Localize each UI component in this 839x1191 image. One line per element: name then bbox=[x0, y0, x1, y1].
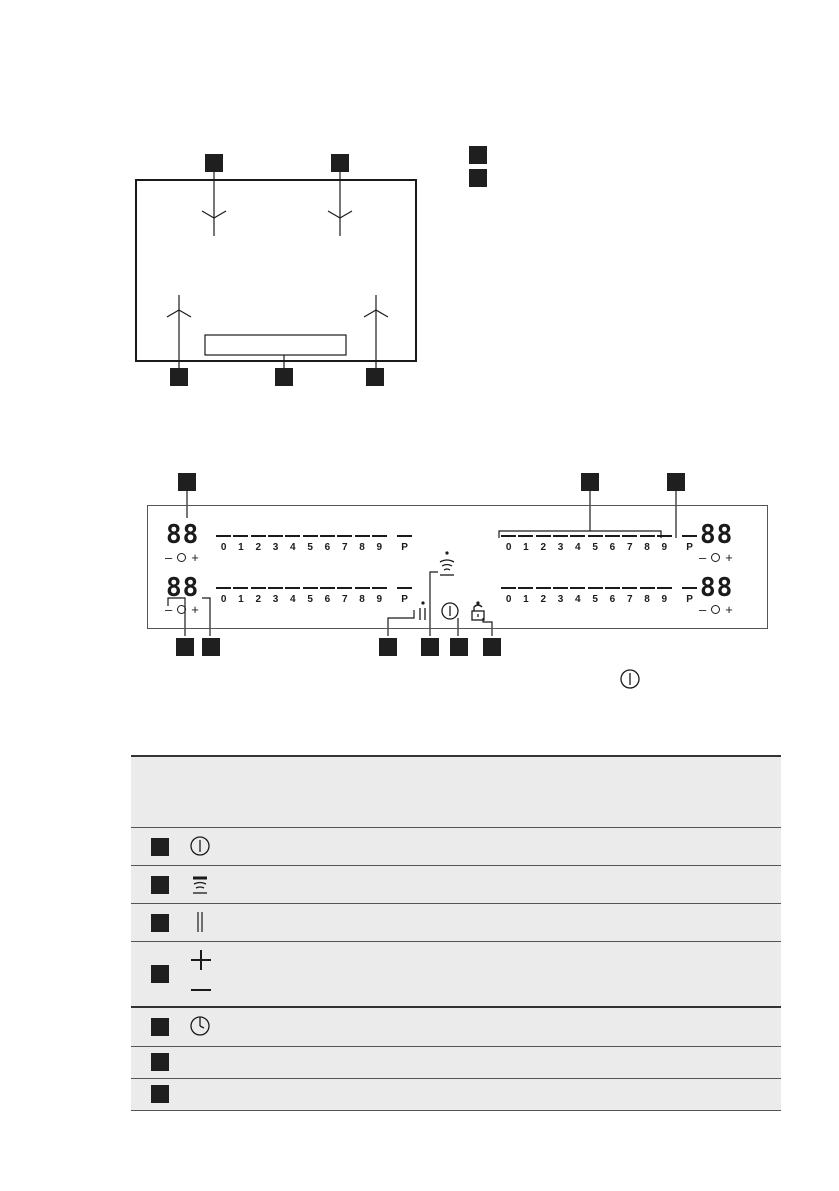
power-level-bar bbox=[501, 535, 516, 537]
power-level-4[interactable] bbox=[569, 535, 586, 553]
power-level-3[interactable] bbox=[552, 587, 569, 605]
power-level-label: 5 bbox=[307, 542, 313, 553]
minus-icon[interactable]: – bbox=[165, 550, 173, 565]
power-level-label: 8 bbox=[644, 594, 650, 605]
table-row bbox=[131, 1047, 781, 1079]
power-level-bar bbox=[570, 587, 585, 589]
power-level-label: 6 bbox=[324, 542, 331, 553]
hob-marker-bottom-center bbox=[275, 368, 293, 386]
left-rear-timer-controls bbox=[165, 603, 199, 616]
power-level-bar bbox=[303, 535, 318, 537]
row-marker bbox=[151, 965, 169, 983]
power-level-3[interactable] bbox=[267, 535, 284, 553]
power-level-6[interactable] bbox=[319, 587, 336, 605]
power-level-9[interactable] bbox=[371, 587, 388, 605]
control-bar-right-front[interactable] bbox=[500, 535, 698, 553]
table-row bbox=[131, 866, 781, 904]
power-level-label: 9 bbox=[376, 542, 383, 553]
power-level-label: 4 bbox=[575, 594, 581, 605]
power-level-bar bbox=[233, 535, 248, 537]
power-level-3[interactable] bbox=[267, 587, 284, 605]
power-level-bar bbox=[337, 535, 352, 537]
power-level-bar bbox=[251, 535, 266, 537]
power-level-bar bbox=[605, 535, 620, 537]
plus-icon[interactable]: + bbox=[725, 602, 733, 617]
plus-icon[interactable]: + bbox=[191, 550, 199, 565]
power-level-2[interactable] bbox=[250, 587, 267, 605]
power-level-label: 4 bbox=[290, 594, 296, 605]
power-level-bar bbox=[657, 587, 672, 589]
timer-icon[interactable] bbox=[177, 553, 186, 562]
table-row bbox=[131, 942, 781, 1008]
hob-to-hood-icon bbox=[189, 874, 211, 896]
power-level-label: 7 bbox=[626, 594, 633, 605]
power-level-8[interactable] bbox=[638, 535, 655, 553]
power-level-7[interactable] bbox=[336, 587, 353, 605]
power-level-7[interactable] bbox=[336, 535, 353, 553]
power-level-4[interactable] bbox=[284, 587, 301, 605]
power-level-bar bbox=[320, 535, 335, 537]
row-marker bbox=[151, 838, 169, 856]
power-level-label: 7 bbox=[341, 594, 348, 605]
power-level-label: 8 bbox=[359, 542, 365, 553]
on-off-icon bbox=[619, 668, 641, 690]
power-level-label: 0 bbox=[220, 594, 227, 605]
power-level-2[interactable] bbox=[250, 535, 267, 553]
power-level-4[interactable] bbox=[284, 535, 301, 553]
power-level-bar bbox=[372, 587, 387, 589]
panel-marker-hob-to-hood bbox=[421, 638, 439, 656]
power-level-bar bbox=[536, 535, 551, 537]
panel-marker-timer-controls bbox=[202, 638, 220, 656]
power-level-9[interactable] bbox=[656, 587, 673, 605]
power-level-bar bbox=[536, 587, 551, 589]
pause-icon bbox=[189, 910, 211, 934]
row-marker bbox=[151, 1018, 169, 1036]
power-level-label: P bbox=[686, 542, 693, 553]
control-bar-left-rear[interactable] bbox=[215, 587, 413, 605]
power-level-5[interactable] bbox=[586, 587, 603, 605]
row-marker bbox=[151, 914, 169, 932]
power-level-label: 1 bbox=[523, 542, 529, 553]
power-level-P[interactable] bbox=[681, 535, 698, 553]
power-level-6[interactable] bbox=[604, 535, 621, 553]
control-bar-left-front[interactable] bbox=[215, 535, 413, 553]
power-level-bar bbox=[605, 587, 620, 589]
power-level-label: 0 bbox=[505, 594, 512, 605]
power-level-bar bbox=[285, 587, 300, 589]
power-level-1[interactable] bbox=[232, 535, 249, 553]
power-level-1[interactable] bbox=[517, 535, 534, 553]
power-level-bar bbox=[355, 535, 370, 537]
power-level-label: 6 bbox=[609, 594, 616, 605]
power-level-label: 8 bbox=[359, 594, 365, 605]
power-level-6[interactable] bbox=[604, 587, 621, 605]
power-level-8[interactable] bbox=[638, 587, 655, 605]
table-row bbox=[131, 1008, 781, 1047]
power-level-bar bbox=[553, 535, 568, 537]
panel-marker-lock bbox=[483, 638, 501, 656]
power-level-0[interactable] bbox=[215, 587, 232, 605]
table-row bbox=[131, 904, 781, 942]
left-rear-display: 88 bbox=[166, 573, 200, 603]
power-level-label: 7 bbox=[341, 542, 348, 553]
power-level-2[interactable] bbox=[535, 535, 552, 553]
power-level-3[interactable] bbox=[552, 535, 569, 553]
sensor-field-table bbox=[131, 755, 781, 1111]
power-level-bar bbox=[640, 535, 655, 537]
timer-icon bbox=[189, 1015, 211, 1037]
power-level-0[interactable] bbox=[500, 535, 517, 553]
power-level-label: 4 bbox=[290, 542, 296, 553]
right-rear-timer-controls bbox=[699, 603, 733, 616]
power-level-label: 2 bbox=[540, 594, 547, 605]
power-level-bar bbox=[216, 587, 231, 589]
control-bar-right-rear[interactable] bbox=[500, 587, 698, 605]
power-level-label: 6 bbox=[609, 542, 616, 553]
pause-icon[interactable] bbox=[416, 606, 432, 622]
power-level-label: 6 bbox=[324, 594, 331, 605]
power-level-label: 8 bbox=[644, 542, 650, 553]
hob-callout-lines bbox=[0, 0, 839, 400]
power-level-bar bbox=[588, 535, 603, 537]
right-front-timer-controls bbox=[699, 551, 733, 564]
table-row bbox=[131, 828, 781, 866]
on-off-icon bbox=[189, 835, 211, 857]
power-level-7[interactable] bbox=[621, 535, 638, 553]
power-level-9[interactable] bbox=[371, 535, 388, 553]
power-level-label: 5 bbox=[592, 542, 598, 553]
power-level-8[interactable] bbox=[353, 587, 370, 605]
power-level-7[interactable] bbox=[621, 587, 638, 605]
power-level-label: 4 bbox=[575, 542, 581, 553]
lock-icon[interactable] bbox=[470, 601, 488, 621]
power-level-bar bbox=[372, 535, 387, 537]
power-level-bar bbox=[518, 535, 533, 537]
power-level-9[interactable] bbox=[656, 535, 673, 553]
power-level-bar bbox=[268, 587, 283, 589]
panel-marker-pause bbox=[379, 638, 397, 656]
power-level-8[interactable] bbox=[353, 535, 370, 553]
left-front-display: 88 bbox=[166, 520, 200, 550]
minus-icon[interactable]: – bbox=[699, 550, 707, 565]
right-front-display: 88 bbox=[700, 520, 734, 550]
power-level-1[interactable] bbox=[232, 587, 249, 605]
power-level-4[interactable] bbox=[569, 587, 586, 605]
left-front-timer-controls bbox=[165, 551, 199, 564]
power-level-5[interactable] bbox=[586, 535, 603, 553]
power-level-0[interactable] bbox=[500, 587, 517, 605]
power-level-6[interactable] bbox=[319, 535, 336, 553]
power-level-label: 1 bbox=[238, 542, 244, 553]
power-level-label: 1 bbox=[238, 594, 244, 605]
panel-marker-on-off bbox=[450, 638, 468, 656]
row-marker bbox=[151, 1053, 169, 1071]
power-level-bar bbox=[320, 587, 335, 589]
power-level-label: 7 bbox=[626, 542, 633, 553]
table-row bbox=[131, 1079, 781, 1111]
power-level-bar bbox=[268, 535, 283, 537]
power-level-bar bbox=[570, 535, 585, 537]
hob-marker-bottom-left bbox=[170, 368, 188, 386]
right-rear-display: 88 bbox=[700, 573, 734, 603]
power-level-bar bbox=[216, 535, 231, 537]
power-level-bar bbox=[355, 587, 370, 589]
power-level-bar bbox=[640, 587, 655, 589]
power-level-5[interactable] bbox=[301, 587, 318, 605]
plus-icon[interactable]: + bbox=[191, 602, 199, 617]
power-level-5[interactable] bbox=[301, 535, 318, 553]
power-level-0[interactable] bbox=[215, 535, 232, 553]
power-level-bar bbox=[233, 587, 248, 589]
power-level-P[interactable] bbox=[681, 587, 698, 605]
power-level-label: P bbox=[401, 594, 408, 605]
timer-icon[interactable] bbox=[177, 605, 186, 614]
power-level-label: 1 bbox=[523, 594, 529, 605]
power-level-bar bbox=[251, 587, 266, 589]
hob-to-hood-icon[interactable] bbox=[438, 552, 456, 582]
power-level-label: P bbox=[686, 594, 693, 605]
power-level-label: 2 bbox=[255, 594, 262, 605]
power-level-label: 3 bbox=[557, 594, 564, 605]
power-level-label: P bbox=[401, 542, 408, 553]
power-level-label: 5 bbox=[592, 594, 598, 605]
power-level-label: 3 bbox=[557, 542, 564, 553]
plus-minus-icon bbox=[189, 950, 213, 1000]
power-level-label: 0 bbox=[505, 542, 512, 553]
power-level-bar bbox=[397, 535, 412, 537]
power-level-bar bbox=[622, 535, 637, 537]
power-level-bar bbox=[682, 535, 697, 537]
power-level-label: 5 bbox=[307, 594, 313, 605]
hob-marker-bottom-right bbox=[366, 368, 384, 386]
timer-icon[interactable] bbox=[711, 553, 720, 562]
minus-icon[interactable]: – bbox=[699, 602, 707, 617]
power-level-label: 9 bbox=[376, 594, 383, 605]
on-off-icon[interactable] bbox=[440, 601, 460, 621]
table-header-row bbox=[131, 755, 781, 828]
power-level-1[interactable] bbox=[517, 587, 534, 605]
minus-icon[interactable]: – bbox=[165, 602, 173, 617]
power-level-bar bbox=[285, 535, 300, 537]
power-level-label: 2 bbox=[540, 542, 547, 553]
panel-marker-timer-display bbox=[176, 638, 194, 656]
row-marker bbox=[151, 1085, 169, 1103]
power-level-label: 2 bbox=[255, 542, 262, 553]
power-level-bar bbox=[518, 587, 533, 589]
plus-icon[interactable]: + bbox=[725, 550, 733, 565]
power-level-bar bbox=[657, 535, 672, 537]
power-level-label: 9 bbox=[661, 594, 668, 605]
power-level-label: 3 bbox=[272, 542, 279, 553]
power-level-label: 0 bbox=[220, 542, 227, 553]
power-level-bar bbox=[303, 587, 318, 589]
power-level-2[interactable] bbox=[535, 587, 552, 605]
power-level-bar bbox=[553, 587, 568, 589]
power-level-bar bbox=[622, 587, 637, 589]
power-level-bar bbox=[501, 587, 516, 589]
row-marker bbox=[151, 876, 169, 894]
power-level-bar bbox=[588, 587, 603, 589]
power-level-label: 9 bbox=[661, 542, 668, 553]
power-level-bar bbox=[337, 587, 352, 589]
power-level-bar bbox=[682, 587, 697, 589]
power-level-label: 3 bbox=[272, 594, 279, 605]
timer-icon[interactable] bbox=[711, 605, 720, 614]
